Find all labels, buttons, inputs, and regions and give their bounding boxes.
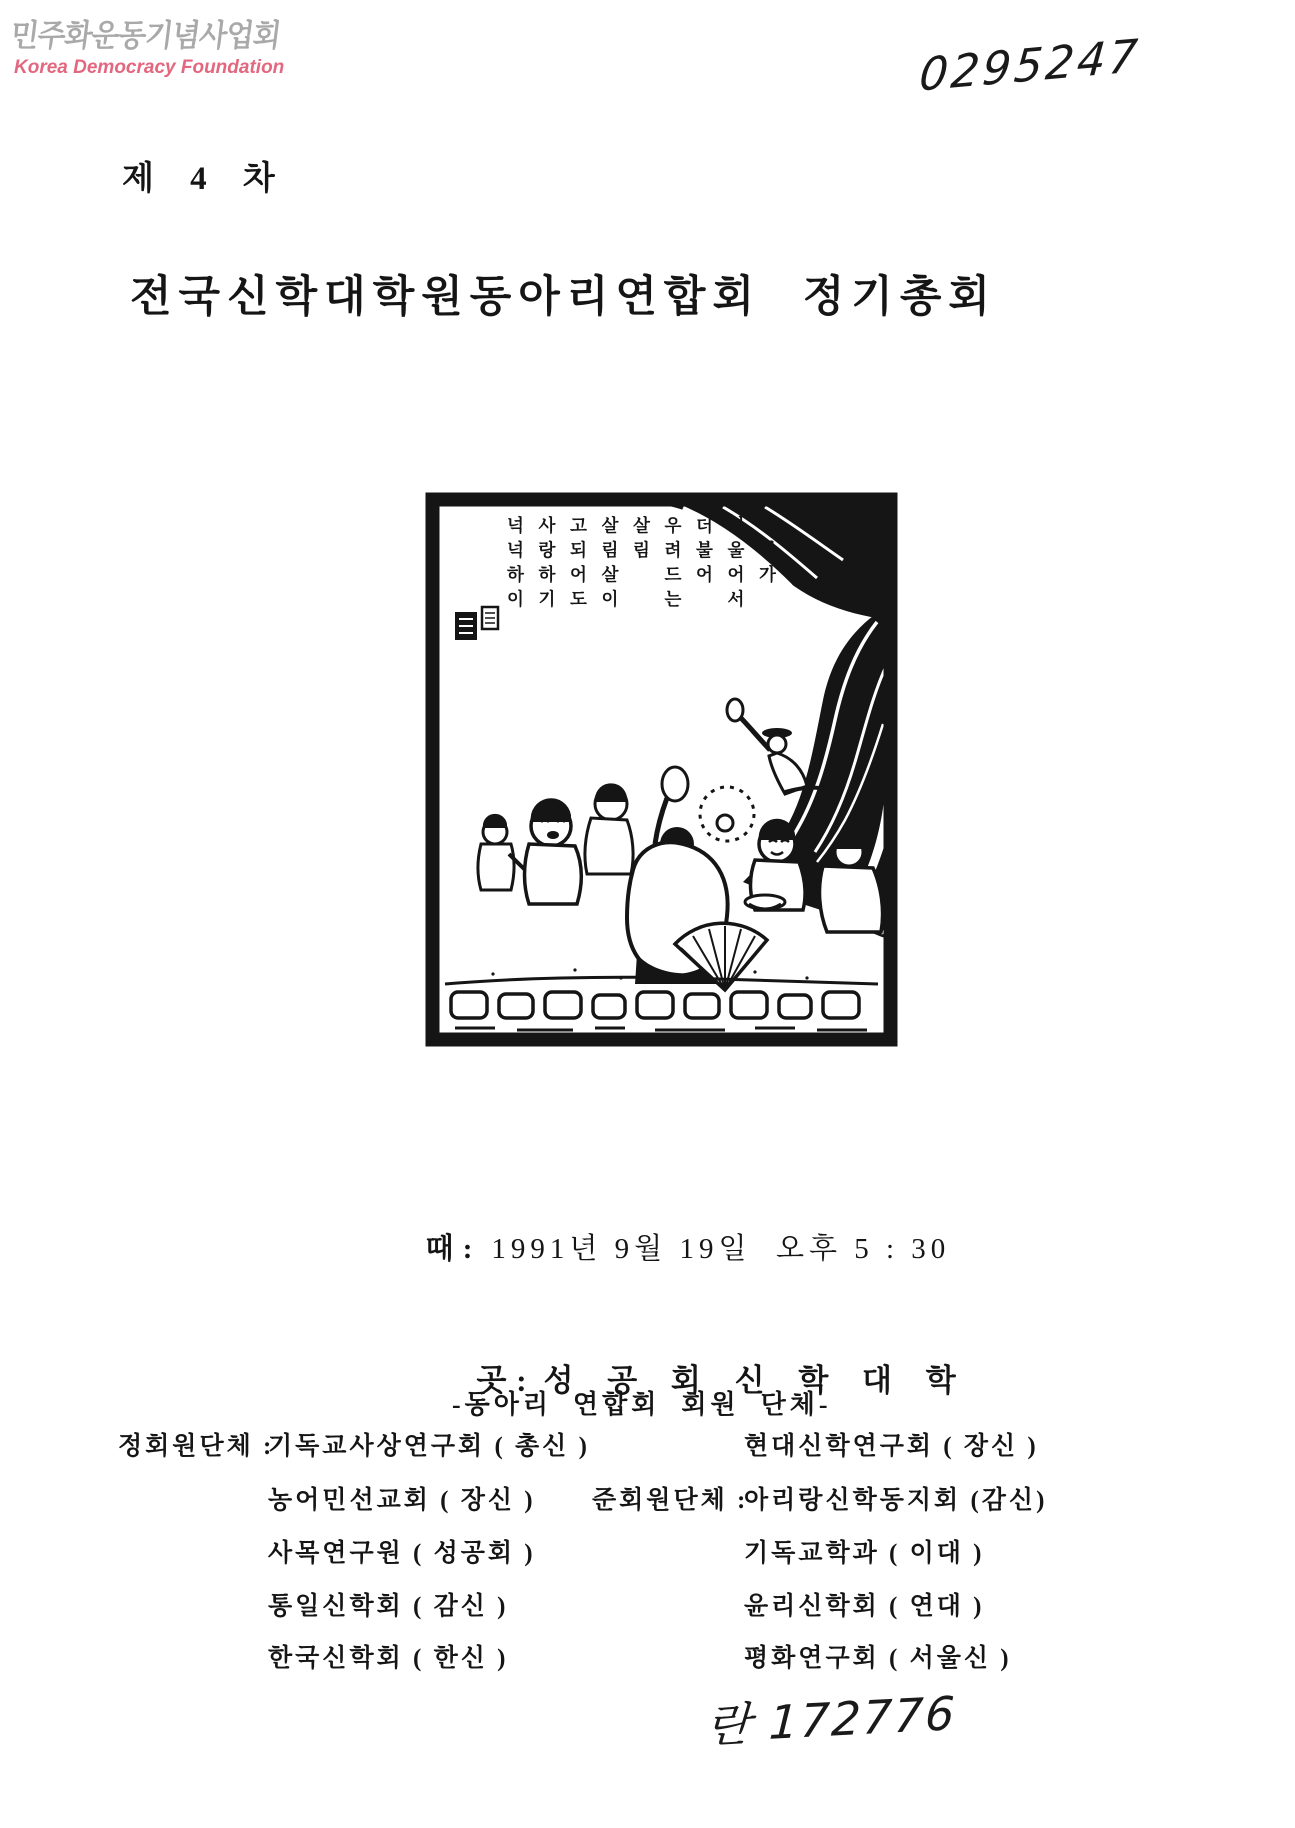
logo-english-text: Korea Democracy Foundation <box>14 57 285 78</box>
kdf-logo <box>8 10 303 79</box>
poem-column: 사랑하기 <box>536 516 557 614</box>
member-item: 현대신학연구회 ( 장신 ) <box>744 1433 1039 1460</box>
poem-column: 우리가 <box>757 516 777 590</box>
poem-column: 살림살이 <box>599 516 620 614</box>
place-label: 곳 : <box>476 1363 528 1398</box>
member-item: 통일신학회 ( 감신 ) <box>268 1593 509 1620</box>
document-title: 전국신학대학원동아리연합회 정기총회 <box>130 274 997 321</box>
member-item: 한국신학회 ( 한신 ) <box>268 1645 509 1672</box>
member-item: 농어민선교회 ( 장신 ) <box>268 1487 536 1514</box>
archive-number-handwritten: 란 172776 <box>704 1685 958 1754</box>
member-item: 아리랑신학동지회 (감신) <box>744 1487 1048 1514</box>
member-item: 평화연구회 ( 서울신 ) <box>744 1645 1012 1672</box>
place-value: 성 공 회 신 학 대 학 <box>543 1363 969 1398</box>
poem-column: 고되어도 <box>568 516 588 614</box>
members-heading: -동아리 연합회 회원 단체- <box>452 1390 832 1419</box>
member-item: 기독교사상연구회 ( 총신 ) <box>268 1433 590 1460</box>
date-value: 1991년 9월 19일 오후 5 : 30 <box>491 1233 951 1265</box>
session-number: 제 4 차 <box>122 161 289 197</box>
associate-members-label: 준회원단체 : <box>592 1487 749 1514</box>
member-item: 기독교학과 ( 이대 ) <box>744 1540 985 1567</box>
member-item: 윤리신학회 ( 연대 ) <box>744 1593 985 1620</box>
poem-column: 넉넉하이 <box>505 516 525 614</box>
woodcut-print <box>425 492 898 1047</box>
poem-column: 어울어서 <box>725 516 746 614</box>
poem-column: 우려드는 <box>662 516 683 614</box>
logo-korean-calligraphy: 민주화운동기념사업회 <box>8 18 283 54</box>
event-date-line <box>352 1193 969 1300</box>
regular-members-label: 정회원단체 : <box>118 1433 275 1460</box>
date-label: 때 : <box>425 1233 474 1265</box>
poem-column: 더불어 <box>694 516 714 590</box>
registration-number-handwritten: 0295247 <box>917 28 1143 102</box>
member-item: 사목연구원 ( 성공회 ) <box>268 1540 536 1567</box>
poem-column: 살림 <box>631 516 651 565</box>
woodcut-poem <box>453 516 775 711</box>
